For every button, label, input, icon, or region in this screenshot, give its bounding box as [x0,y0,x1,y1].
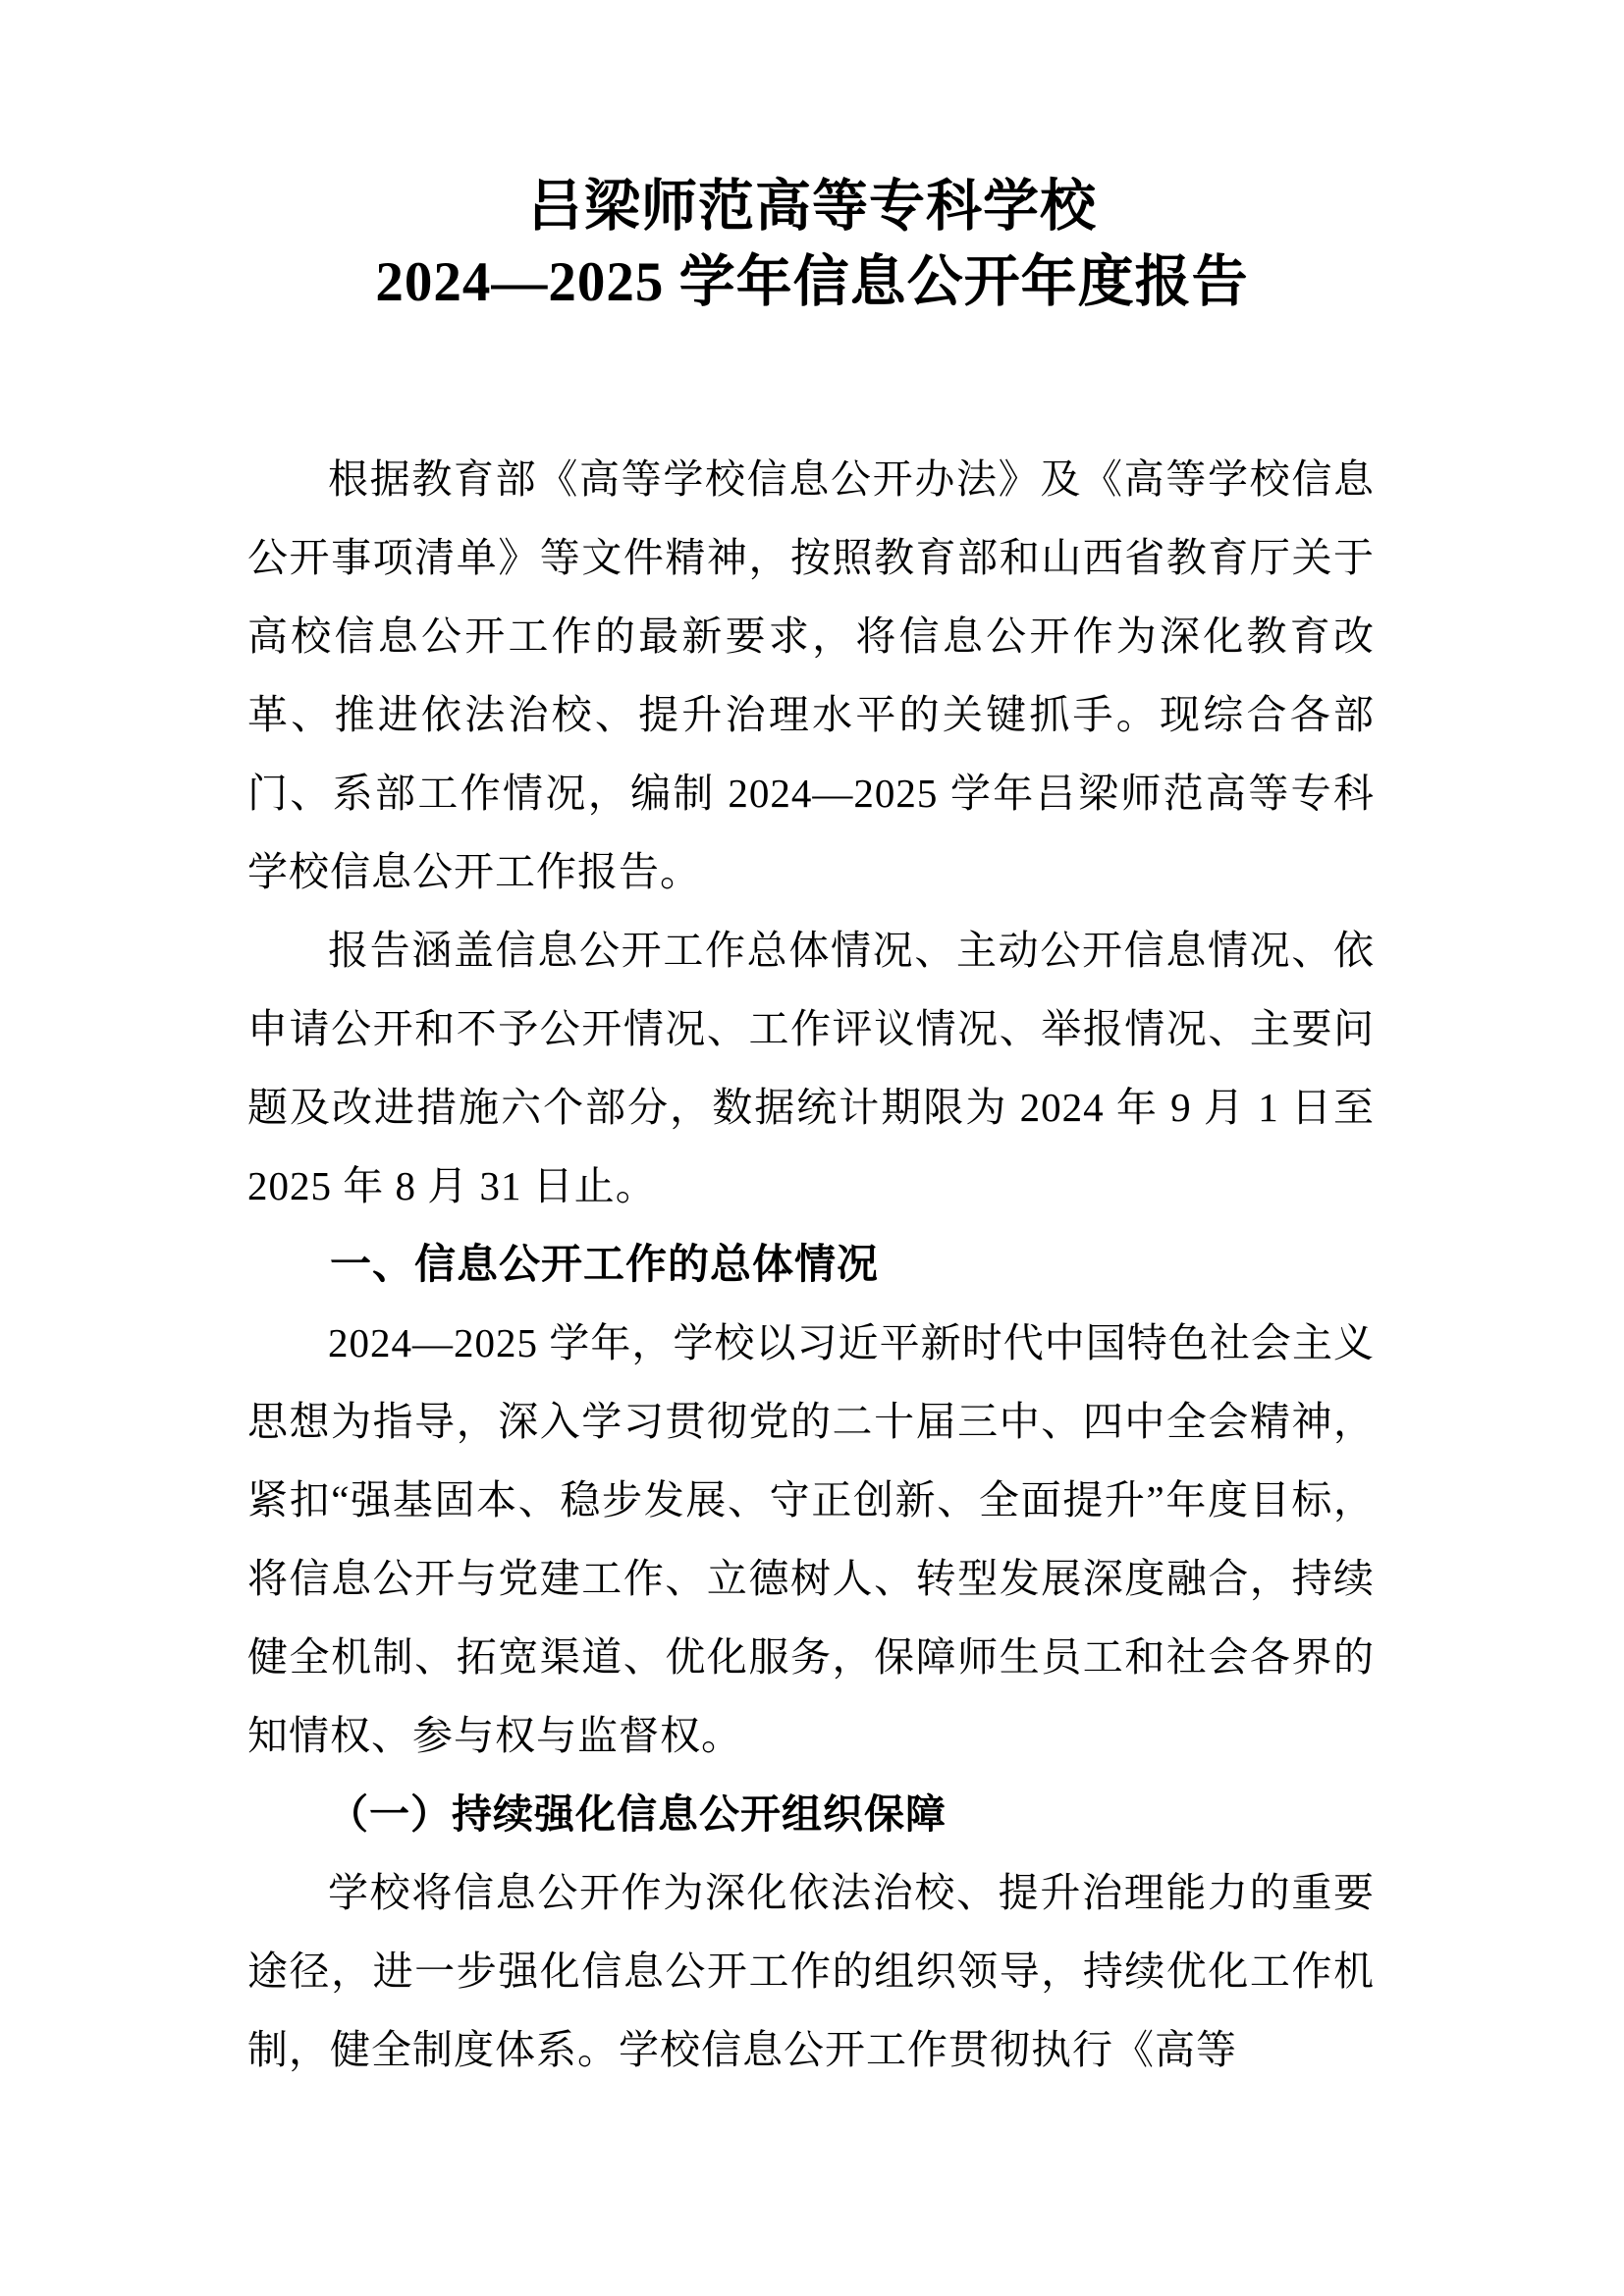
section-heading-overall-situation: 一、信息公开工作的总体情况 [330,1241,880,1287]
paragraph-academic-year-overview: 2024—2025 学年，学校以习近平新时代中国特色社会主义思想为指导，深入学习贯彻党的二十届三中、四中全会精神，紧扣“强基固本、稳步发展、守正创新、全面提升”年度目标，将信息公开与党建工作、立德树人、转型发展深度融合，持续健全机制、拓宽渠道、优化服务，保障师生员工和社会各界的知情权、参与权与监督权。 [247,1320,1375,1758]
document-title [0,169,1624,320]
document-title-line-1: 吕梁师范高等专科学校 [527,176,1097,238]
paragraph-intro-basis: 根据教育部《高等学校信息公开办法》及《高等学校信息公开事项清单》等文件精神，按照教育部和山西省教育厅关于高校信息公开工作的最新要求，将信息公开作为深化教育改革、推进依法治校、提升治理水平的关键抓手。现综合各部门、系部工作情况，编制 2024—2025 学年吕梁师范高等专科学校信息公开工作报告。 [247,456,1375,894]
subsection-heading-organizational-guarantee: （一）持续强化信息公开组织保障 [328,1791,947,1837]
paragraph-organizational-measures: 学校将信息公开作为深化依法治校、提升治理能力的重要途径，进一步强化信息公开工作的组织领导，持续优化工作机制，健全制度体系。学校信息公开工作贯彻执行《高等 [247,1870,1375,2072]
document-body [247,440,1375,2089]
paragraph-report-scope: 报告涵盖信息公开工作总体情况、主动公开信息情况、依申请公开和不予公开情况、工作评议情况、举报情况、主要问题及改进措施六个部分，数据统计期限为 2024 年 9 月 1 日至 2025 年 8 月 31 日止。 [247,928,1375,1208]
document-title-line-2: 2024—2025 学年信息公开年度报告 [375,251,1249,313]
